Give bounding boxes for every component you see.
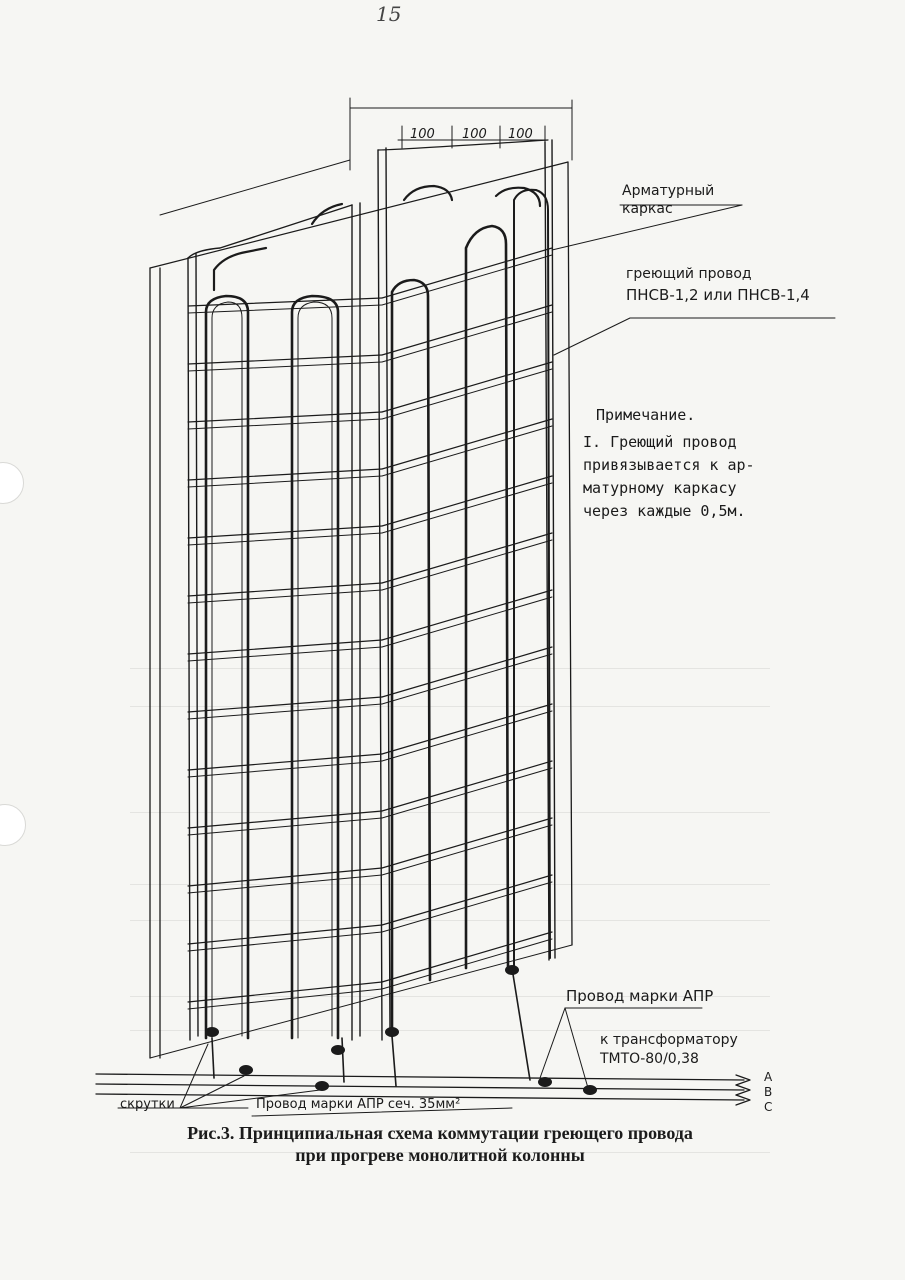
twist-connection [538,1077,552,1087]
stirrup-front [188,526,382,538]
figure-caption [110,1122,770,1166]
stirrup-front [188,754,382,770]
leader-line-apr [565,1008,588,1088]
twists-label: скрутки [120,1097,175,1112]
twist-connection [239,1065,253,1075]
heating-wire-loop [292,296,338,1038]
wire-drop [342,1038,344,1082]
reinforcement-bar [552,140,555,958]
heating-wire-loop-edge [212,302,242,1038]
frame-label-line2: каркас [622,201,673,217]
reinforcement-bar [188,258,190,1040]
wire-drop [212,1038,214,1078]
dimension-label-left: 100 [410,127,435,142]
note-line-2: привязывается к ар- [583,456,755,474]
phase-a-label: А [764,1070,773,1084]
heating-wire-loop [392,280,430,1036]
stirrup-front [188,697,382,712]
stirrup-front [188,355,382,364]
dimension-line-depth [160,160,350,215]
caption-line-1: Рис.3. Принципиальная схема коммутации греющего провода [187,1123,693,1143]
heating-wire-loop-edge [298,302,332,1038]
reinforcement-bar [196,254,198,1036]
stirrup-front [188,583,382,596]
wire-label-line2: ПНСВ-1,2 или ПНСВ-1,4 [626,286,810,304]
stirrup-front [188,640,382,654]
page-number: 15 [376,2,402,26]
note-line-1: I. Греющий провод [583,433,737,451]
stirrup-front-inner [188,590,382,603]
stirrup-front-inner [188,533,382,545]
stirrup-front [188,811,382,828]
twist-connection [315,1081,329,1091]
stirrup-front-inner [188,362,382,371]
note-title: Примечание. [596,406,696,424]
frame-label-line1: Арматурный [622,183,715,199]
leader-line-twist [180,1076,244,1108]
transformer-label-line1: к трансформатору [600,1032,738,1048]
wire-drop [392,1036,396,1086]
twist-connection [583,1085,597,1095]
note-line-3: матурному каркасу [583,479,737,497]
leader-line-twist [180,1044,208,1108]
leader-line-wire [554,318,630,355]
stirrup-front [188,868,382,886]
wire-drop [512,968,530,1080]
leader-line-apr [540,1008,565,1078]
stirrup-front-inner [188,647,382,661]
stirrup-front [188,469,382,480]
stirrup-front-inner [188,875,382,893]
formwork-right-edge [568,162,572,945]
phase-bus-line [96,1084,744,1090]
stirrup-front-inner [188,476,382,487]
reinforcement-bar [386,148,390,1036]
dimension-label-right: 100 [508,127,533,142]
stirrup-front-inner [188,761,382,777]
phase-c-label: С [764,1100,773,1114]
phase-b-label: В [764,1085,773,1099]
stirrup-front [188,298,382,306]
stirrup-front-inner [188,704,382,719]
stirrup-front-inner [188,818,382,835]
wire-label-line1: греющий провод [626,266,752,282]
frame-top-rim [188,205,352,258]
caption-line-2: при прогреве монолитной колонны [295,1145,585,1165]
note-line-4: через каждые 0,5м. [583,502,746,520]
heating-wire-loop [466,226,508,970]
twist-connection [205,1027,219,1037]
apr-wire-label: Провод марки АПР [566,987,714,1005]
reinforcement-bar [378,150,382,1040]
apr-bus-label: Провод марки АПР сеч. 35мм² [256,1097,461,1112]
transformer-label-line2: ТМТО-80/0,38 [600,1051,699,1067]
heating-wire-back [214,248,266,290]
dimension-label-middle: 100 [462,127,487,142]
